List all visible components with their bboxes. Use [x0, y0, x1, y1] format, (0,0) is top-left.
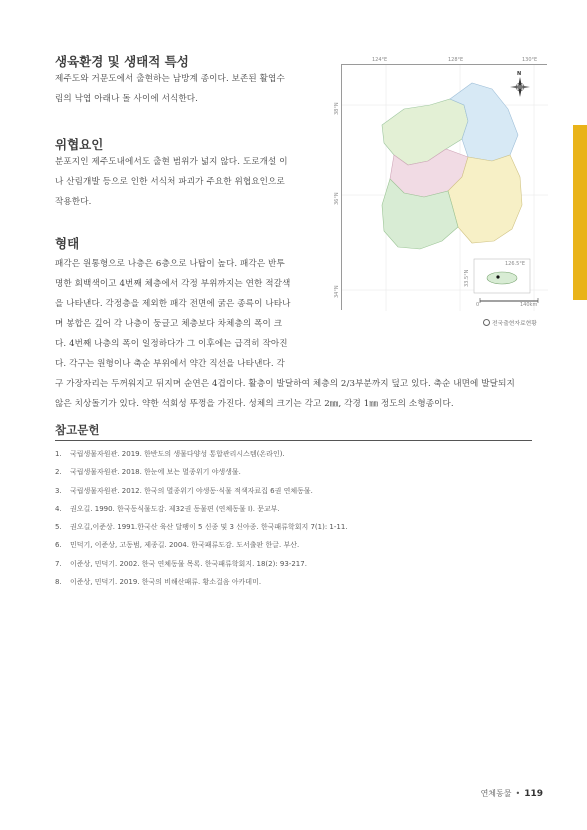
footer-separator: •: [515, 789, 521, 798]
lon-label: 128°E: [448, 57, 464, 63]
references-divider: [55, 440, 532, 441]
text-line: 나 산림개발 등으로 인한 서식처 파괴가 주요한 위협요인으로: [55, 177, 285, 187]
inset-lon-label: 126.5°E: [505, 261, 525, 267]
reference-text: 국립생물자원관. 2019. 한반도의 생물다양성 통합관리시스템(온라인).: [70, 450, 285, 458]
reference-text: 민덕기, 이준상, 고동범, 제종길. 2004. 한국패류도감. 도서출판 한글. 부산.: [70, 541, 300, 550]
reference-item: [55, 500, 348, 518]
scale-label: 140km: [520, 302, 538, 308]
reference-number: 5.: [55, 523, 62, 532]
reference-number: 2.: [55, 468, 62, 477]
korea-map-graphic: [342, 65, 548, 311]
lat-label: 33.5°N: [464, 269, 470, 287]
legend-marker-icon: [483, 319, 490, 326]
occurrence-point: [496, 275, 499, 278]
reference-text: 권오길. 1990. 한국동식물도감. 제32권 동물편 (연체동물 Ⅰ). 문교부.: [70, 504, 280, 513]
text-line: 림의 낙엽 아래나 돌 사이에 서식한다.: [55, 94, 199, 104]
habitat-paragraph: [55, 69, 285, 109]
reference-item: [55, 445, 348, 463]
scale-label: 0: [476, 302, 480, 308]
lon-label: 124°E: [372, 57, 388, 63]
reference-number: 4.: [55, 504, 62, 513]
threat-paragraph: [55, 152, 288, 212]
references-list: [55, 445, 348, 591]
text-line: 작용한다.: [55, 197, 92, 207]
reference-item: [55, 482, 348, 500]
chapter-tab: [573, 125, 587, 300]
reference-number: 8.: [55, 578, 62, 587]
jeju-island: [487, 272, 517, 284]
reference-text: 권오길,이준상. 1991.한국산 육산 달팽이 5 신종 및 3 신아종. 한국패류학회지 7(1): 1-11.: [70, 523, 348, 532]
text-line: 며 봉합은 깊어 각 나층이 둥글고 체층보다 차체층의 폭이 크: [55, 319, 283, 329]
lat-label: 36°N: [334, 192, 340, 205]
reference-item: [55, 463, 348, 481]
text-line: 분포지인 제주도내에서도 출현 범위가 넓지 않다. 도로개설 이: [55, 157, 288, 167]
lat-label: 38°N: [334, 102, 340, 115]
reference-item: [55, 536, 348, 554]
reference-item: [55, 555, 348, 573]
lon-label: 130°E: [522, 57, 538, 63]
reference-number: 7.: [55, 559, 62, 568]
text-line: 제주도와 거문도에서 출현하는 남방계 종이다. 보존된 활엽수: [55, 74, 285, 84]
footer-section: 연체동물: [480, 789, 512, 798]
reference-text: 이준상, 민덕기. 2019. 한국의 비해산패류. 황소걸음 아카데미.: [70, 578, 262, 587]
reference-text: 이준상, 민덕기. 2002. 한국 연체동물 목록. 한국패류학회지. 18(2): 93-217.: [70, 559, 307, 568]
morphology-heading: 형태: [55, 236, 80, 251]
reference-number: 6.: [55, 541, 62, 550]
text-line: 다. 각구는 원형이나 축순 부위에서 약간 직선을 나타낸다. 각: [55, 359, 285, 369]
references-heading: 참고문헌: [55, 423, 100, 437]
reference-number: 1.: [55, 450, 62, 458]
reference-text: 국립생물자원관. 2018. 한눈에 보는 멸종위기 야생생물.: [70, 468, 241, 477]
text-line: 명한 회백색이고 4번째 체층에서 각정 부위까지는 연한 적갈색: [55, 279, 291, 289]
reference-item: [55, 518, 348, 536]
text-line: 패각은 원통형으로 나층은 6층으로 나탑이 높다. 패각은 반투: [55, 259, 285, 269]
lat-label: 34°N: [334, 285, 340, 298]
text-line: 을 나타낸다. 각정층을 제외한 패각 전면에 굵은 종륵이 나타나: [55, 299, 291, 309]
reference-text: 국립생물자원관. 2012. 한국의 멸종위기 야생동·식물 적색자료집 6권 연체동물.: [70, 486, 313, 495]
text-line: 다. 4번째 나층의 폭이 일정하다가 그 이후에는 급격히 작아진: [55, 339, 288, 349]
reference-number: 3.: [55, 486, 62, 495]
habitat-heading: 생육환경 및 생태적 특성: [55, 54, 189, 69]
threat-heading: 위협요인: [55, 137, 104, 152]
text-line: 않은 치상돌기가 있다. 약한 석회성 뚜껑을 가진다. 성체의 크기는 각고 2㎜, 각경 1㎜ 정도의 소형종이다.: [55, 399, 454, 409]
caption-text: 전국출현자료현황: [492, 321, 537, 327]
map-caption: [483, 318, 537, 327]
page-footer: [481, 788, 543, 799]
reference-item: [55, 573, 348, 591]
north-label: N: [517, 71, 522, 77]
distribution-map: [334, 57, 547, 310]
text-line: 구 가장자리는 두꺼워지고 뒤지며 순연은 4겹이다. 활층이 발달하여 체층의 2/3부분까지 덮고 있다. 축순 내면에 발달되지: [55, 379, 515, 389]
page-number: 119: [524, 789, 543, 799]
